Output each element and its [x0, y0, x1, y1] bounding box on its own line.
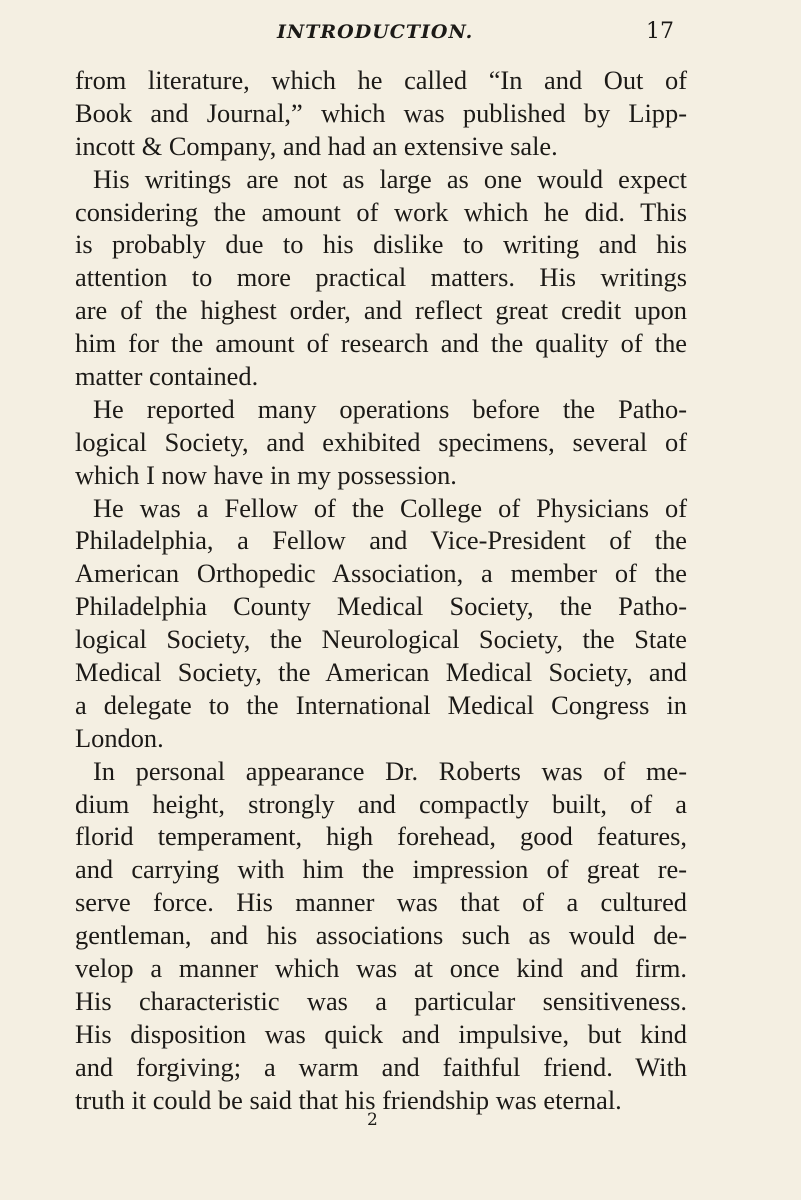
text-line: considering the amount of work which he did. This: [75, 196, 687, 227]
text-line: American Orthopedic Association, a member of the: [75, 558, 687, 589]
text-line: dium height, strongly and compactly built, of a: [75, 788, 687, 819]
text-line: gentleman, and his associations such as would de-: [75, 920, 687, 951]
text-line: London.: [75, 722, 164, 753]
text-line: logical Society, the Neurological Society, the State: [75, 624, 687, 655]
text-line: His writings are not as large as one would expect: [93, 163, 687, 194]
signature-mark: 2: [367, 1110, 378, 1130]
text-line: incott & Company, and had an extensive sale.: [75, 130, 558, 161]
text-line: and carrying with him the impression of great re-: [75, 854, 687, 885]
text-line: logical Society, and exhibited specimens, several of: [75, 426, 687, 457]
text-line: In personal appearance Dr. Roberts was of me-: [93, 755, 687, 786]
text-line: His characteristic was a particular sensitiveness.: [75, 985, 687, 1016]
text-line: Philadelphia, a Fellow and Vice-President of the: [75, 525, 687, 556]
text-line: Philadelphia County Medical Society, the Patho-: [75, 591, 687, 622]
running-head: INTRODUCTION.: [277, 21, 474, 43]
text-line: matter contained.: [75, 361, 259, 392]
text-line: florid temperament, high forehead, good features,: [75, 821, 687, 852]
text-line: velop a manner which was at once kind and firm.: [75, 953, 687, 984]
text-line: serve force. His manner was that of a cultured: [75, 887, 687, 918]
text-line: attention to more practical matters. His writings: [75, 262, 687, 293]
text-line: are of the highest order, and reflect great credit upon: [75, 295, 687, 326]
text-line: which I now have in my possession.: [75, 459, 457, 490]
page-number: 17: [646, 19, 674, 44]
text-line: from literature, which he called “In and Out of: [75, 65, 687, 95]
text-line: and forgiving; a warm and faithful friend. With: [75, 1051, 687, 1082]
text-line: is probably due to his dislike to writing and his: [75, 229, 687, 260]
text-line: He was a Fellow of the College of Physicians of: [93, 492, 687, 523]
text-line: truth it could be said that his friendship was eternal.: [75, 1084, 622, 1115]
text-line: Medical Society, the American Medical Society, and: [75, 657, 687, 688]
text-line: He reported many operations before the Patho-: [93, 393, 687, 424]
text-line: a delegate to the International Medical Congress in: [75, 689, 687, 720]
body-text: [75, 64, 687, 1117]
text-line: Book and Journal,” which was published by Lipp-: [75, 97, 687, 128]
text-line: His disposition was quick and impulsive, but kind: [75, 1018, 687, 1049]
text-line: him for the amount of research and the quality of the: [75, 328, 687, 359]
